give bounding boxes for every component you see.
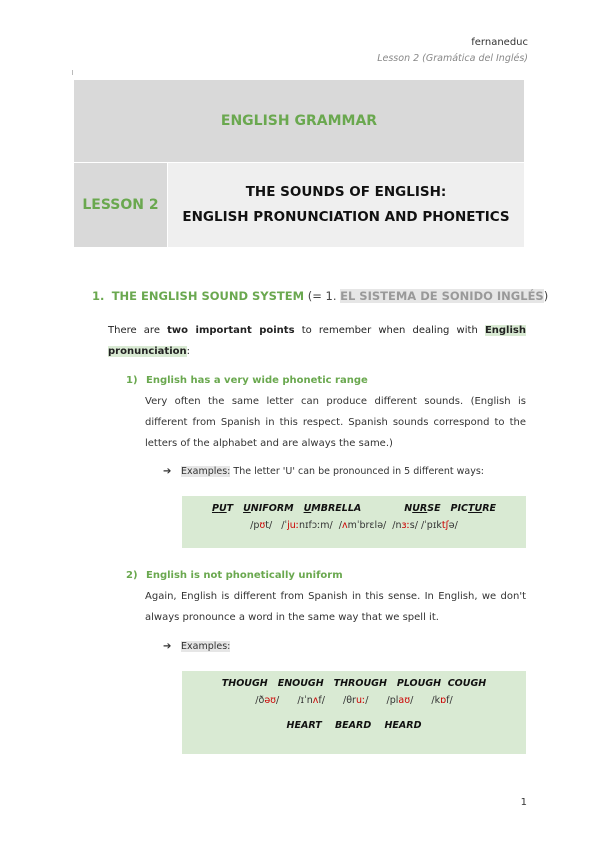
example-text: The letter 'U' can be pronounced in 5 different ways: [230,466,484,477]
ipa-part: f/ [318,695,325,706]
intro-end: : [186,346,190,357]
ipa-part: t/ [265,520,273,531]
example-box-1 [182,496,526,548]
ipa-part: /ð [255,695,265,706]
intro-text-2: to remember when dealing with [301,325,478,336]
example-words-2 [182,720,526,731]
word: HEARD [384,720,422,731]
lesson-label: LESSON 2 [74,163,168,248]
ipa-part: nɪfɔːm/ [298,520,333,531]
page-number: 1 [520,797,527,808]
word: THOUGH [221,678,268,689]
ipa-part: ʌ [342,520,348,531]
word: ENOUGH [277,678,324,689]
example-box-2 [182,671,526,754]
word-part: T [226,503,234,514]
title-table-heading: ENGLISH GRAMMAR [74,80,525,163]
title-table [73,79,525,248]
intro-bold: two important points [167,325,295,336]
ipa-part: /θr [343,695,356,706]
word-part: UR [412,503,428,514]
example-ipa [182,695,526,706]
ipa-part: /ˈ [281,520,288,531]
example-words [182,678,526,689]
section-title: THE ENGLISH SOUND SYSTEM [111,289,305,303]
word: BEARD [334,720,372,731]
ipa-part: s/ [409,520,418,531]
word: COUGH [447,678,487,689]
point-1-heading [126,375,368,386]
example-label: Examples: [181,466,231,477]
ipa-part: mˈbrɛlə/ [347,520,387,531]
section-number: 1. [92,289,105,303]
point-1-example-bullet [163,466,484,477]
point-2-number: 2) [126,570,138,581]
ipa-part: f/ [446,695,453,706]
ipa-part: /k [431,695,441,706]
point-1-title: English has a very wide phonetic range [146,375,368,386]
ipa-part: /pl [386,695,399,706]
ipa-part: / [276,695,280,706]
word-part: NIFORM [250,503,294,514]
ipa-part: /ɪˈn [297,695,313,706]
section-paren-close: ) [543,289,549,303]
word-part: U [218,503,227,514]
ipa-part: ʌ [312,695,319,706]
word-part: PIC [450,503,468,514]
lesson-title-line-1: THE SOUNDS OF ENGLISH: [245,184,447,200]
ipa-part: ʊ [259,520,266,531]
point-2-text: Again, English is different from Spanish in this sense. In English, we don't always pronounce a word in the same way that we spell it. [145,591,526,623]
ipa-part: / [410,695,414,706]
point-1-text: Very often the same letter can produce different sounds. (English is different from Spanish in this respect. Spanish sounds correspond to the letters of the alphabet and are always the same.) [145,396,526,449]
header-lesson-ref: Lesson 2 (Gramática del Inglés) [377,53,528,64]
section-paren-open: (= 1. [307,289,337,303]
lesson-title-line-2: ENGLISH PRONUNCIATION AND PHONETICS [182,209,510,225]
section-1-heading [92,289,548,303]
example-label: Examples: [181,641,231,652]
arrow-icon: ➔ [163,641,172,652]
lesson-title [168,163,525,248]
margin-mark [72,70,73,75]
ipa-part: ɒ [440,695,447,706]
point-2-title: English is not phonetically uniform [146,570,343,581]
word: HEART [286,720,322,731]
word-part: U [243,503,251,514]
ipa-part: /ˈpɪk [420,520,442,531]
ipa-part: ə/ [448,520,458,531]
ipa-part: / [338,520,342,531]
word-part: RE [482,503,497,514]
word: PLOUGH [396,678,442,689]
intro-highlight: English pronunciation [108,325,526,357]
intro-paragraph [108,320,526,362]
word-part: P [211,503,219,514]
ipa-part: tʃ [441,520,449,531]
example-words [182,503,526,514]
point-2-heading [126,570,343,581]
word-part: TU [468,503,483,514]
ipa-part: əʊ [264,695,277,706]
ipa-part: /n [392,520,402,531]
ipa-part: / [365,695,369,706]
word: THROUGH [333,678,387,689]
ipa-part: ɜː [401,520,410,531]
section-spanish-title: EL SISTEMA DE SONIDO INGLÉS [340,289,544,303]
word-part: SE [427,503,441,514]
ipa-part: /p [250,520,260,531]
point-1-number: 1) [126,375,138,386]
example-ipa [182,520,526,531]
ipa-part: juː [287,520,299,531]
ipa-part: aʊ [398,695,411,706]
intro-text: There are [108,325,160,336]
point-2-example-bullet [163,641,230,652]
ipa-part: uː [355,695,366,706]
word-part: U [303,503,312,514]
header-author: fernaneduc [471,37,528,48]
arrow-icon: ➔ [163,466,172,477]
word-part: MBRELLA [311,503,362,514]
word-part: N [404,503,413,514]
